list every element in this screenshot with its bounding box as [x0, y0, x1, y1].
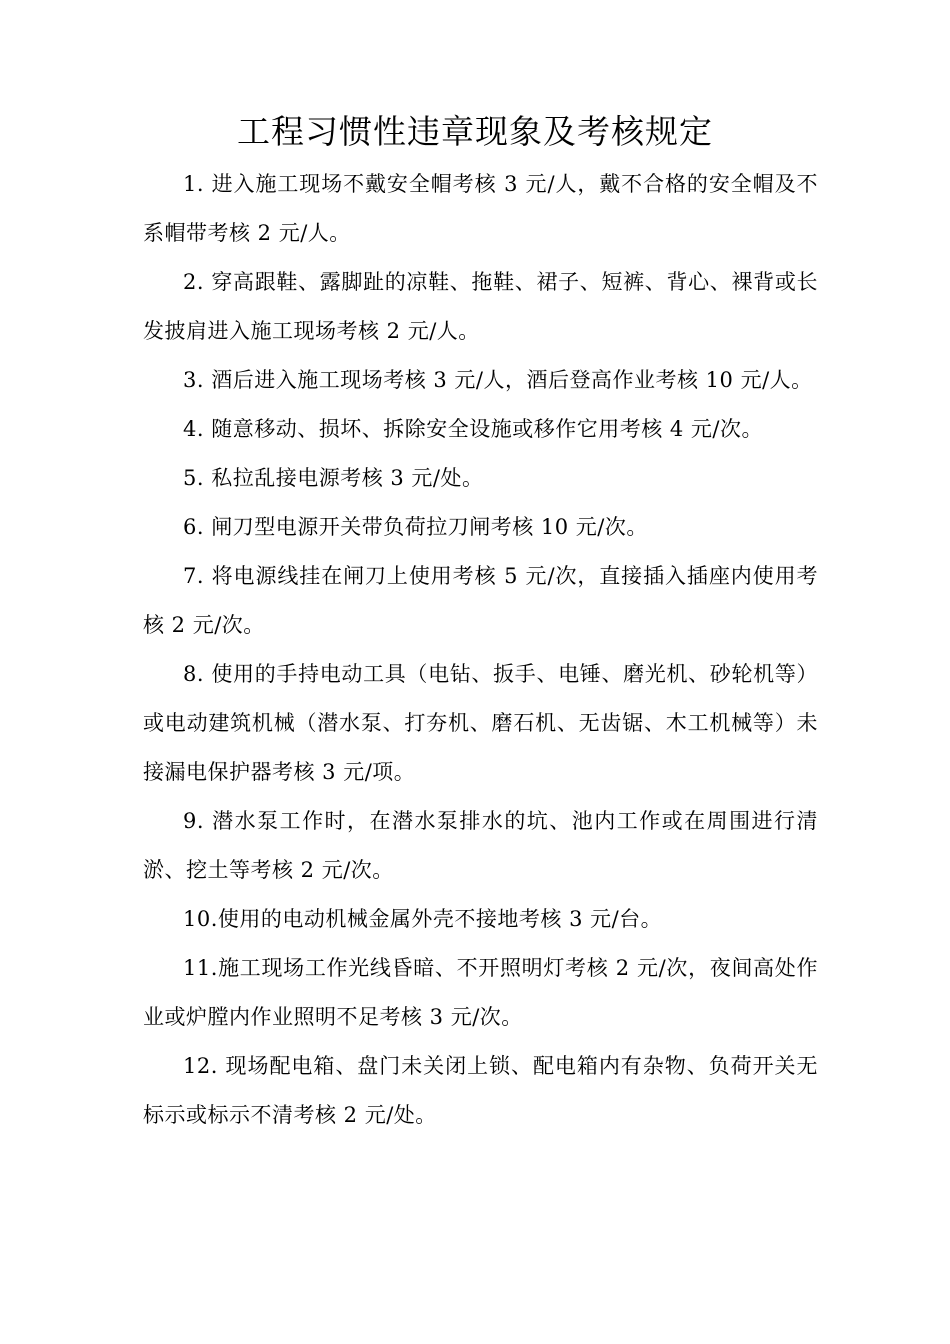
rule-item-9: 9. 潜水泵工作时，在潜水泵排水的坑、池内工作或在周围进行清淤、挖土等考核 2 元/次。	[143, 809, 818, 882]
rule-item-4: 4. 随意移动、损坏、拆除安全设施或移作它用考核 4 元/次。	[183, 417, 763, 441]
document-title: 工程习惯性违章现象及考核规定	[237, 112, 713, 151]
rule-item-12: 12. 现场配电箱、盘门未关闭上锁、配电箱内有杂物、负荷开关无标示或标示不清考核 2 元/处。	[143, 1054, 818, 1127]
rule-item-8: 8. 使用的手持电动工具（电钻、扳手、电锤、磨光机、砂轮机等）或电动建筑机械（潜水泵、打夯机、磨石机、无齿锯、木工机械等）未接漏电保护器考核 3 元/项。	[143, 662, 818, 784]
rule-item-6: 6. 闸刀型电源开关带负荷拉刀闸考核 10 元/次。	[183, 515, 648, 539]
rule-item-11: 11.施工现场工作光线昏暗、不开照明灯考核 2 元/次，夜间高处作业或炉膛内作业照明不足考核 3 元/次。	[143, 956, 818, 1029]
rule-item-5: 5. 私拉乱接电源考核 3 元/处。	[183, 466, 484, 490]
rule-item-2: 2. 穿高跟鞋、露脚趾的凉鞋、拖鞋、裙子、短裤、背心、裸背或长发披肩进入施工现场考核 2 元/人。	[143, 270, 818, 343]
rule-item-7: 7. 将电源线挂在闸刀上使用考核 5 元/次，直接插入插座内使用考核 2 元/次。	[143, 564, 818, 637]
rule-item-1: 1. 进入施工现场不戴安全帽考核 3 元/人，戴不合格的安全帽及不系帽带考核 2 元/人。	[143, 172, 818, 245]
document-body	[143, 160, 818, 1140]
rule-item-10: 10.使用的电动机械金属外壳不接地考核 3 元/台。	[183, 907, 663, 931]
rule-item-3: 3. 酒后进入施工现场考核 3 元/人，酒后登高作业考核 10 元/人。	[183, 368, 813, 392]
